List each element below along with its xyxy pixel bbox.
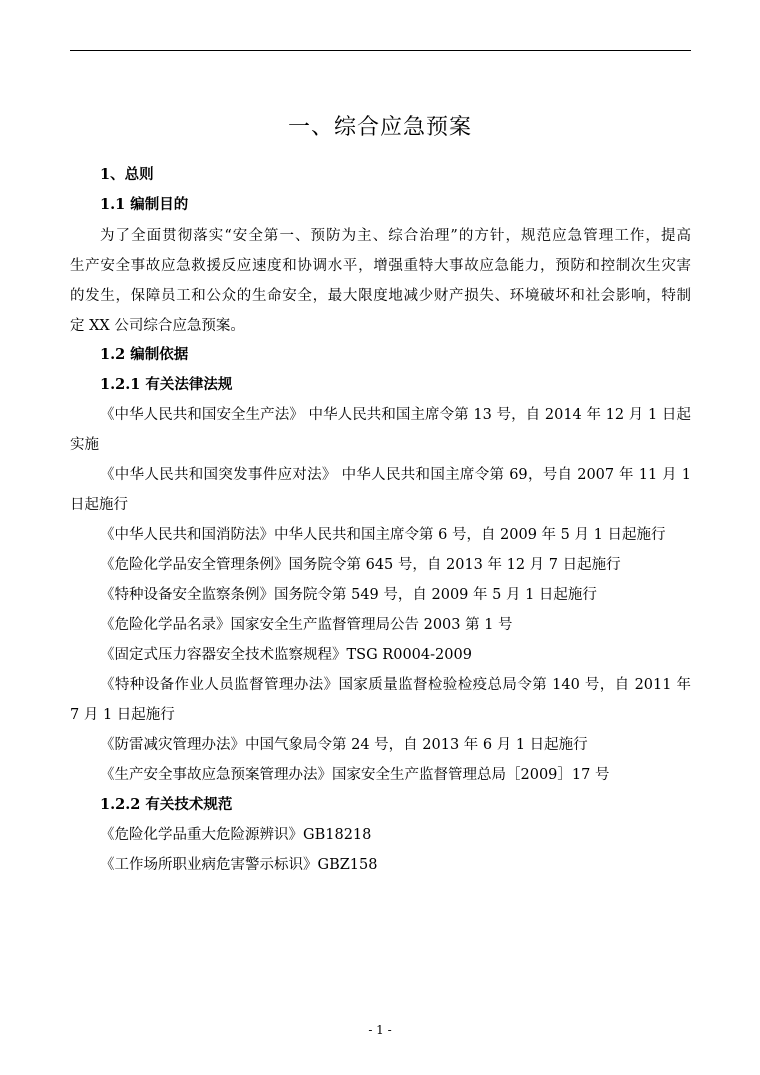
law-item-continuation: 日起施行 [70, 497, 128, 513]
page-title: 一、综合应急预案 [287, 115, 472, 140]
subsection-heading-laws: 1.2.1 有关法律法规 [100, 376, 233, 393]
law-item: 《危险化学品名录》国家安全生产监督管理局公告 2003 第 1 号 [100, 617, 513, 633]
subsection-heading-basis: 1.2 编制依据 [100, 346, 189, 363]
law-item-continuation: 7 月 1 日起施行 [70, 707, 175, 723]
paragraph-line: 生产安全事故应急救援反应速度和协调水平，增强重特大事故应急能力，预防和控制次生灾害 [70, 258, 691, 274]
law-item: 《危险化学品安全管理条例》国务院令第 645 号，自 2013 年 12 月 7 日起施行 [100, 557, 621, 573]
paragraph-line: 为了全面贯彻落实“安全第一、预防为主、综合治理”的方针，规范应急管理工作，提高 [100, 228, 691, 244]
paragraph-line: 的发生，保障员工和公众的生命安全，最大限度地减少财产损失、环境破坏和社会影响，特制 [70, 288, 691, 304]
law-item: 《特种设备安全监察条例》国务院令第 549 号，自 2009 年 5 月 1 日起施行 [100, 587, 597, 603]
standard-item: 《危险化学品重大危险源辨识》GB18218 [100, 827, 372, 843]
law-item: 《中华人民共和国安全生产法》 中华人民共和国主席令第 13 号，自 2014 年 12 月 1 日起 [100, 407, 691, 423]
section-heading-general: 1、总则 [100, 166, 154, 183]
standard-item: 《工作场所职业病危害警示标识》GBZ158 [100, 857, 378, 873]
subsection-heading-standards: 1.2.2 有关技术规范 [100, 796, 233, 813]
header-rule [70, 50, 691, 51]
law-item-continuation: 实施 [70, 437, 99, 453]
law-item: 《中华人民共和国消防法》中华人民共和国主席令第 6 号，自 2009 年 5 月 1 日起施行 [100, 527, 666, 543]
subsection-heading-purpose: 1.1 编制目的 [100, 196, 189, 213]
page-number: - 1 - [368, 1023, 392, 1037]
law-item: 《生产安全事故应急预案管理办法》国家安全生产监督管理总局［2009］17 号 [100, 767, 610, 783]
paragraph-line: 定 XX 公司综合应急预案。 [70, 318, 245, 334]
law-item: 《中华人民共和国突发事件应对法》 中华人民共和国主席令第 69，号自 2007 年 11 月 1 [100, 467, 691, 483]
law-item: 《防雷减灾管理办法》中国气象局令第 24 号，自 2013 年 6 月 1 日起施行 [100, 737, 588, 753]
law-item: 《特种设备作业人员监督管理办法》国家质量监督检验检疫总局令第 140 号，自 2011 年 [100, 677, 691, 693]
law-item: 《固定式压力容器安全技术监察规程》TSG R0004-2009 [100, 647, 472, 663]
